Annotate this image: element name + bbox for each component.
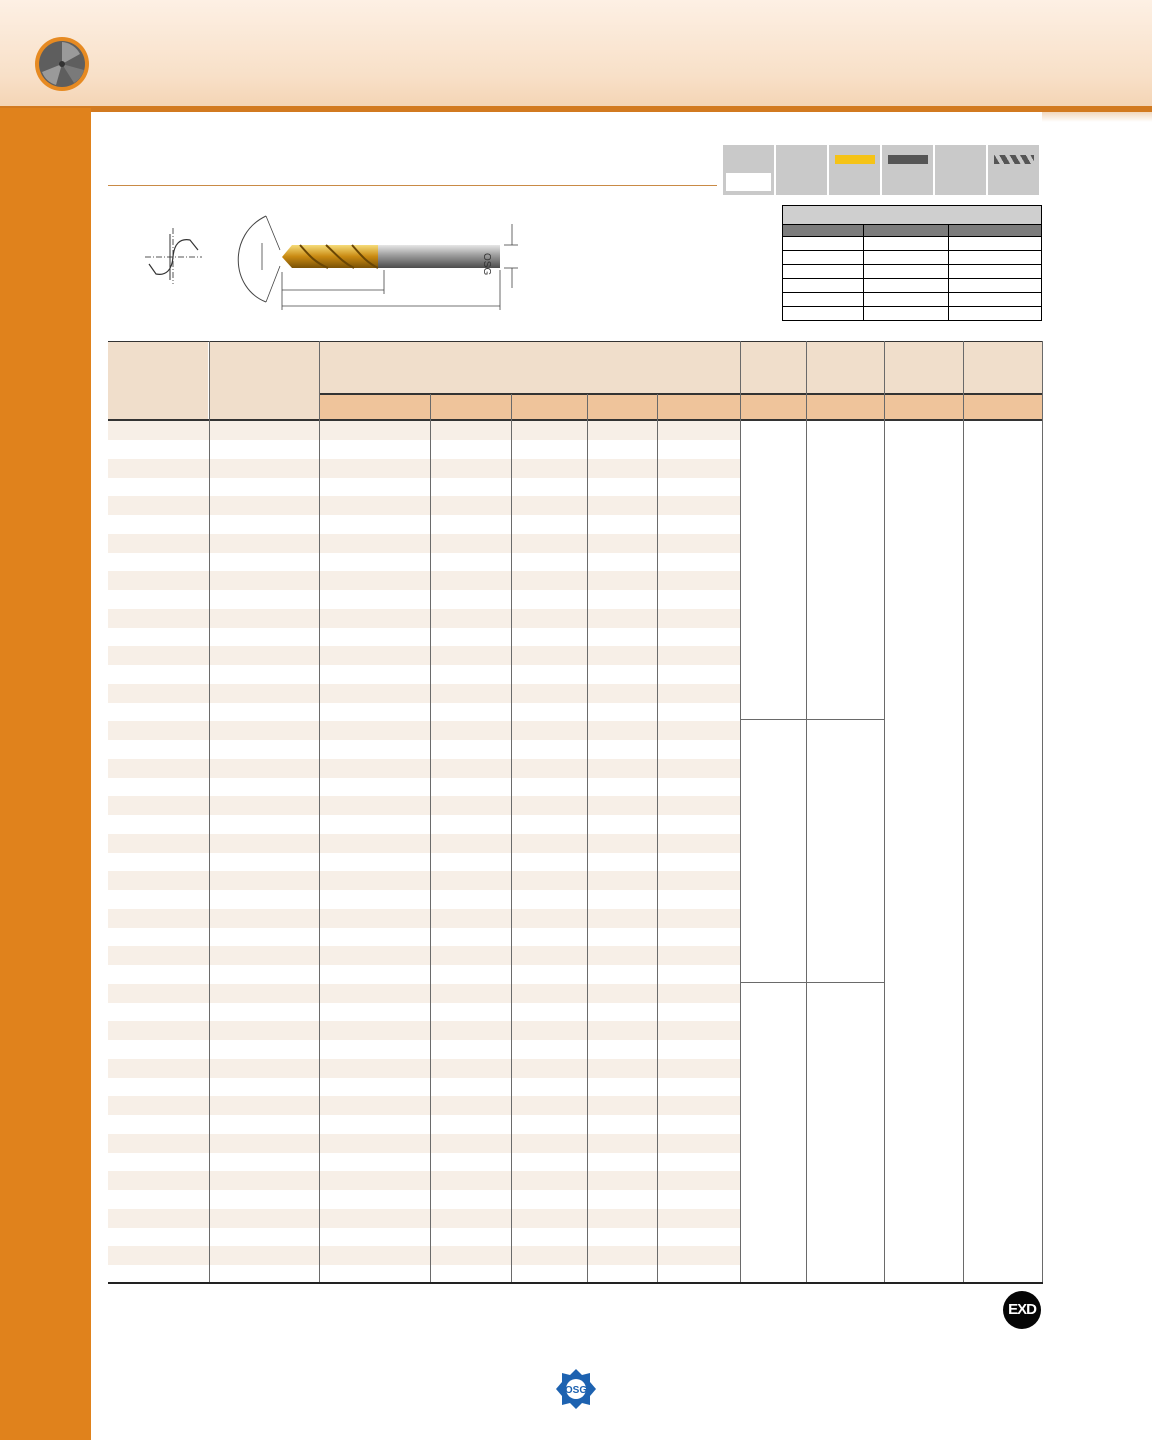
spec-table-header-row	[783, 225, 1042, 237]
table-row	[108, 1171, 740, 1190]
table-row	[108, 927, 740, 946]
table-row	[108, 815, 740, 834]
table-header-cell	[108, 393, 208, 419]
material-cell-1	[723, 145, 774, 195]
column-divider	[587, 394, 588, 1282]
column-divider	[209, 341, 210, 1282]
table-header-cell	[964, 341, 1043, 393]
drill-logo-icon	[34, 36, 90, 92]
tool-end-view-icon	[140, 226, 206, 286]
table-row	[108, 1134, 740, 1153]
spec-table-title-row	[783, 206, 1042, 225]
material-cell-6	[988, 145, 1039, 195]
table-header-cell	[885, 341, 963, 393]
column-divider	[657, 394, 658, 1282]
material-cell-4	[882, 145, 933, 195]
material-cell-3	[829, 145, 880, 195]
table-subheader-row	[320, 394, 1043, 419]
table-row	[108, 1227, 740, 1246]
table-row	[108, 440, 740, 459]
table-row	[108, 459, 740, 478]
table-row	[108, 721, 740, 740]
column-divider	[319, 341, 320, 1282]
table-row	[108, 590, 740, 609]
material-chip-white	[726, 173, 771, 191]
column-divider	[511, 394, 512, 1282]
table-row	[108, 1265, 740, 1284]
material-chip-yellow	[835, 155, 875, 164]
table-row	[108, 852, 740, 871]
table-row	[108, 1077, 740, 1096]
spec-table	[782, 205, 1042, 321]
table-row	[108, 890, 740, 909]
column-divider	[884, 341, 885, 1282]
table-header-cell	[807, 341, 884, 393]
spec-table-row	[783, 251, 1042, 265]
title-rule	[108, 185, 717, 186]
spec-table-row	[783, 307, 1042, 321]
spec-table-row	[783, 279, 1042, 293]
spec-table-row	[783, 293, 1042, 307]
column-divider	[806, 341, 807, 1282]
table-row	[108, 684, 740, 703]
header-shadow	[1042, 112, 1152, 122]
column-divider	[430, 394, 431, 1282]
table-row	[108, 777, 740, 796]
table-row	[108, 759, 740, 778]
spec-table-row	[783, 237, 1042, 251]
table-row	[108, 946, 740, 965]
drill-dimension-drawing-icon	[228, 212, 520, 312]
exd-badge-icon: EXD	[1003, 1291, 1041, 1329]
table-row	[108, 1246, 740, 1265]
table-row	[108, 740, 740, 759]
table-row	[108, 984, 740, 1003]
table-header-group	[320, 341, 740, 393]
table-header-cell	[108, 341, 208, 393]
material-chip-gray	[888, 155, 928, 164]
table-row	[108, 965, 740, 984]
table-row	[108, 571, 740, 590]
table-row	[108, 1190, 740, 1209]
table-subheader-rule	[108, 419, 1043, 421]
table-row	[108, 1096, 740, 1115]
table-row	[108, 1059, 740, 1078]
table-row	[108, 1002, 740, 1021]
column-divider	[740, 341, 741, 1282]
table-header-cell	[209, 341, 319, 393]
table-row	[108, 421, 740, 440]
header-divider	[0, 106, 1152, 112]
column-divider	[963, 341, 964, 1282]
merged-cell-divider	[740, 719, 885, 720]
material-chip-hatched	[994, 155, 1034, 164]
merged-cell-divider	[740, 982, 885, 983]
table-row	[108, 534, 740, 553]
table-row	[108, 515, 740, 534]
material-cell-5	[935, 145, 986, 195]
table-right-edge	[1042, 341, 1043, 1282]
table-header-cell	[741, 341, 806, 393]
table-row	[108, 1209, 740, 1228]
table-row	[108, 1152, 740, 1171]
table-header-cell	[209, 393, 319, 419]
table-row	[108, 702, 740, 721]
table-row	[108, 796, 740, 815]
table-top-rule	[108, 341, 1043, 342]
table-row	[108, 477, 740, 496]
table-row	[108, 646, 740, 665]
page-header-band	[0, 0, 1152, 108]
table-row	[108, 1115, 740, 1134]
table-row	[108, 909, 740, 928]
table-row	[108, 496, 740, 515]
spec-table-row	[783, 265, 1042, 279]
table-header-rule	[320, 393, 1043, 395]
osg-logo-text: OSG	[564, 1385, 588, 1396]
table-bottom-rule	[108, 1282, 1043, 1284]
osg-logo-icon	[555, 1368, 597, 1410]
table-row	[108, 627, 740, 646]
table-row	[108, 609, 740, 628]
shank-marking: OSG	[481, 253, 492, 276]
table-row	[108, 552, 740, 571]
table-row	[108, 871, 740, 890]
table-row	[108, 834, 740, 853]
material-cell-2	[776, 145, 827, 195]
product-table	[108, 341, 1043, 1284]
left-margin-band	[0, 108, 91, 1440]
table-row	[108, 665, 740, 684]
table-row	[108, 1040, 740, 1059]
table-row	[108, 1021, 740, 1040]
